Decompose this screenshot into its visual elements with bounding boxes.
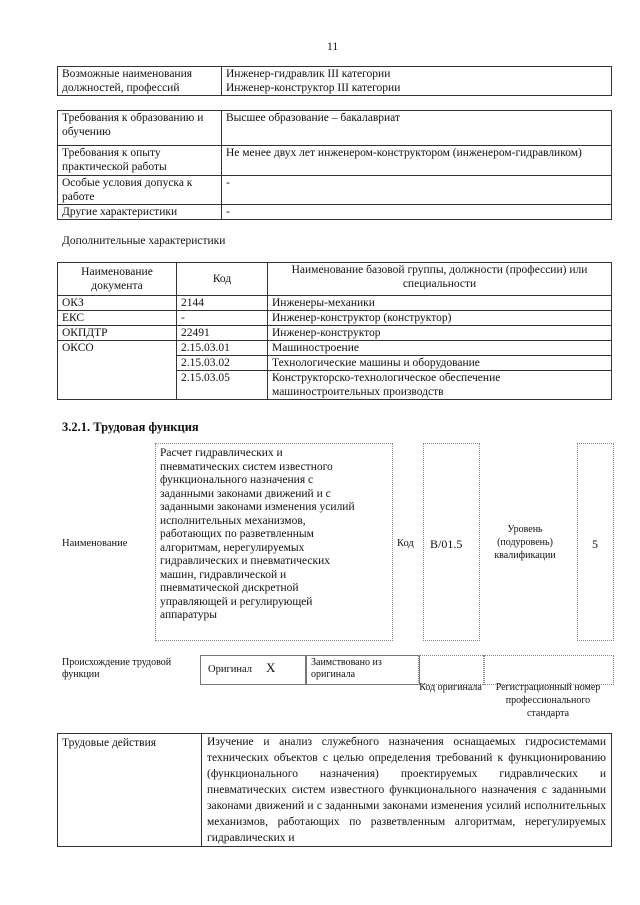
name-cell: Машиностроение bbox=[268, 341, 612, 356]
origin-label: Происхождение трудовой функции bbox=[62, 657, 172, 680]
possible-titles-label: Возможные наименования должностей, профессий bbox=[58, 67, 222, 96]
possible-titles-table bbox=[57, 66, 612, 96]
req-label: Требования к опыту практической работы bbox=[58, 146, 222, 176]
req-value: Высшее образование – бакалавриат bbox=[222, 111, 612, 146]
req-label: Требования к образованию и обучению bbox=[58, 111, 222, 146]
original-mark: X bbox=[266, 660, 276, 675]
req-label: Другие характеристики bbox=[58, 205, 222, 220]
doc-cell: ОКСО bbox=[58, 341, 177, 400]
original-label: Оригинал bbox=[208, 664, 252, 675]
function-code: B/01.5 bbox=[430, 537, 463, 551]
title-item: Инженер-гидравлик III категории bbox=[226, 68, 391, 80]
req-value: - bbox=[222, 176, 612, 205]
header-cell: Наименование базовой группы, должности (профессии) или специальности bbox=[268, 263, 612, 296]
borrowed-label: Заимствовано из оригинала bbox=[311, 657, 382, 680]
actions-label: Трудовые действия bbox=[58, 734, 202, 847]
code-cell: 22491 bbox=[177, 326, 268, 341]
name-cell: Инженер-конструктор (конструктор) bbox=[268, 311, 612, 326]
page-number: 11 bbox=[327, 41, 339, 53]
actions-text: Изучение и анализ служебного назначения оснащаемых гидросистемами технических объектов с целью определения требований к функционированию (функционального назначения) проектируемых гидравлических и пневматических систем известного функционального назначения с заданными законами движений и с заданными законами изменения усилий исполнительных механизмов, работающих по разветвленным алгоритмам, нерегулируемых гидравлических и bbox=[202, 734, 612, 847]
code-cell: - bbox=[177, 311, 268, 326]
level-box bbox=[577, 443, 614, 641]
code-cell: 2.15.03.05 bbox=[177, 371, 268, 400]
req-value: Не менее двух лет инженером-конструктором (инженером-гидравликом) bbox=[222, 146, 612, 176]
additional-heading: Дополнительные характеристики bbox=[62, 235, 226, 247]
header-cell: Код bbox=[177, 263, 268, 296]
reg-caption: Регистрационный номер профессионального стандарта bbox=[495, 682, 601, 719]
level-value: 5 bbox=[592, 537, 598, 551]
req-label: Особые условия допуска к работе bbox=[58, 176, 222, 205]
header-cell: Наименование документа bbox=[58, 263, 177, 296]
borrowed-box[interactable] bbox=[305, 655, 420, 685]
original-box[interactable] bbox=[200, 655, 307, 685]
function-heading: 3.2.1. Трудовая функция bbox=[62, 420, 199, 434]
code-cell: 2.15.03.01 bbox=[177, 341, 268, 356]
code-box bbox=[423, 443, 480, 641]
actions-table bbox=[57, 733, 612, 847]
doc-cell: ОКПДТР bbox=[58, 326, 177, 341]
name-cell: Конструкторско-технологическое обеспечение машиностроительных производств bbox=[268, 371, 612, 400]
requirements-table bbox=[57, 110, 612, 220]
code-cell: 2.15.03.02 bbox=[177, 356, 268, 371]
title-item: Инженер-конструктор III категории bbox=[226, 82, 401, 94]
function-name-label: Наименование bbox=[62, 538, 128, 549]
name-cell: Технологические машины и оборудование bbox=[268, 356, 612, 371]
code-cell: 2144 bbox=[177, 296, 268, 311]
req-value: - bbox=[222, 205, 612, 220]
doc-cell: ОКЗ bbox=[58, 296, 177, 311]
code-label: Код bbox=[397, 538, 414, 549]
doc-cell: ЕКС bbox=[58, 311, 177, 326]
function-name-box bbox=[155, 443, 393, 641]
name-cell: Инженеры-механики bbox=[268, 296, 612, 311]
code-caption: Код оригинала bbox=[419, 682, 482, 693]
name-cell: Инженер-конструктор bbox=[268, 326, 612, 341]
additional-table bbox=[57, 262, 612, 400]
level-label: Уровень (подуровень) квалификации bbox=[494, 524, 556, 561]
function-name: Расчет гидравлических и пневматических систем известного функционального назначения с заданными законами движений и с заданными законами изменения усилий исполнительных механизмов, работающих по разветвленным алгоритмам, нерегулируемых гидравлических и пневматических машин, гидравлической и пневматической дискретной управляющей и регулирующей аппаратуры bbox=[160, 447, 355, 621]
